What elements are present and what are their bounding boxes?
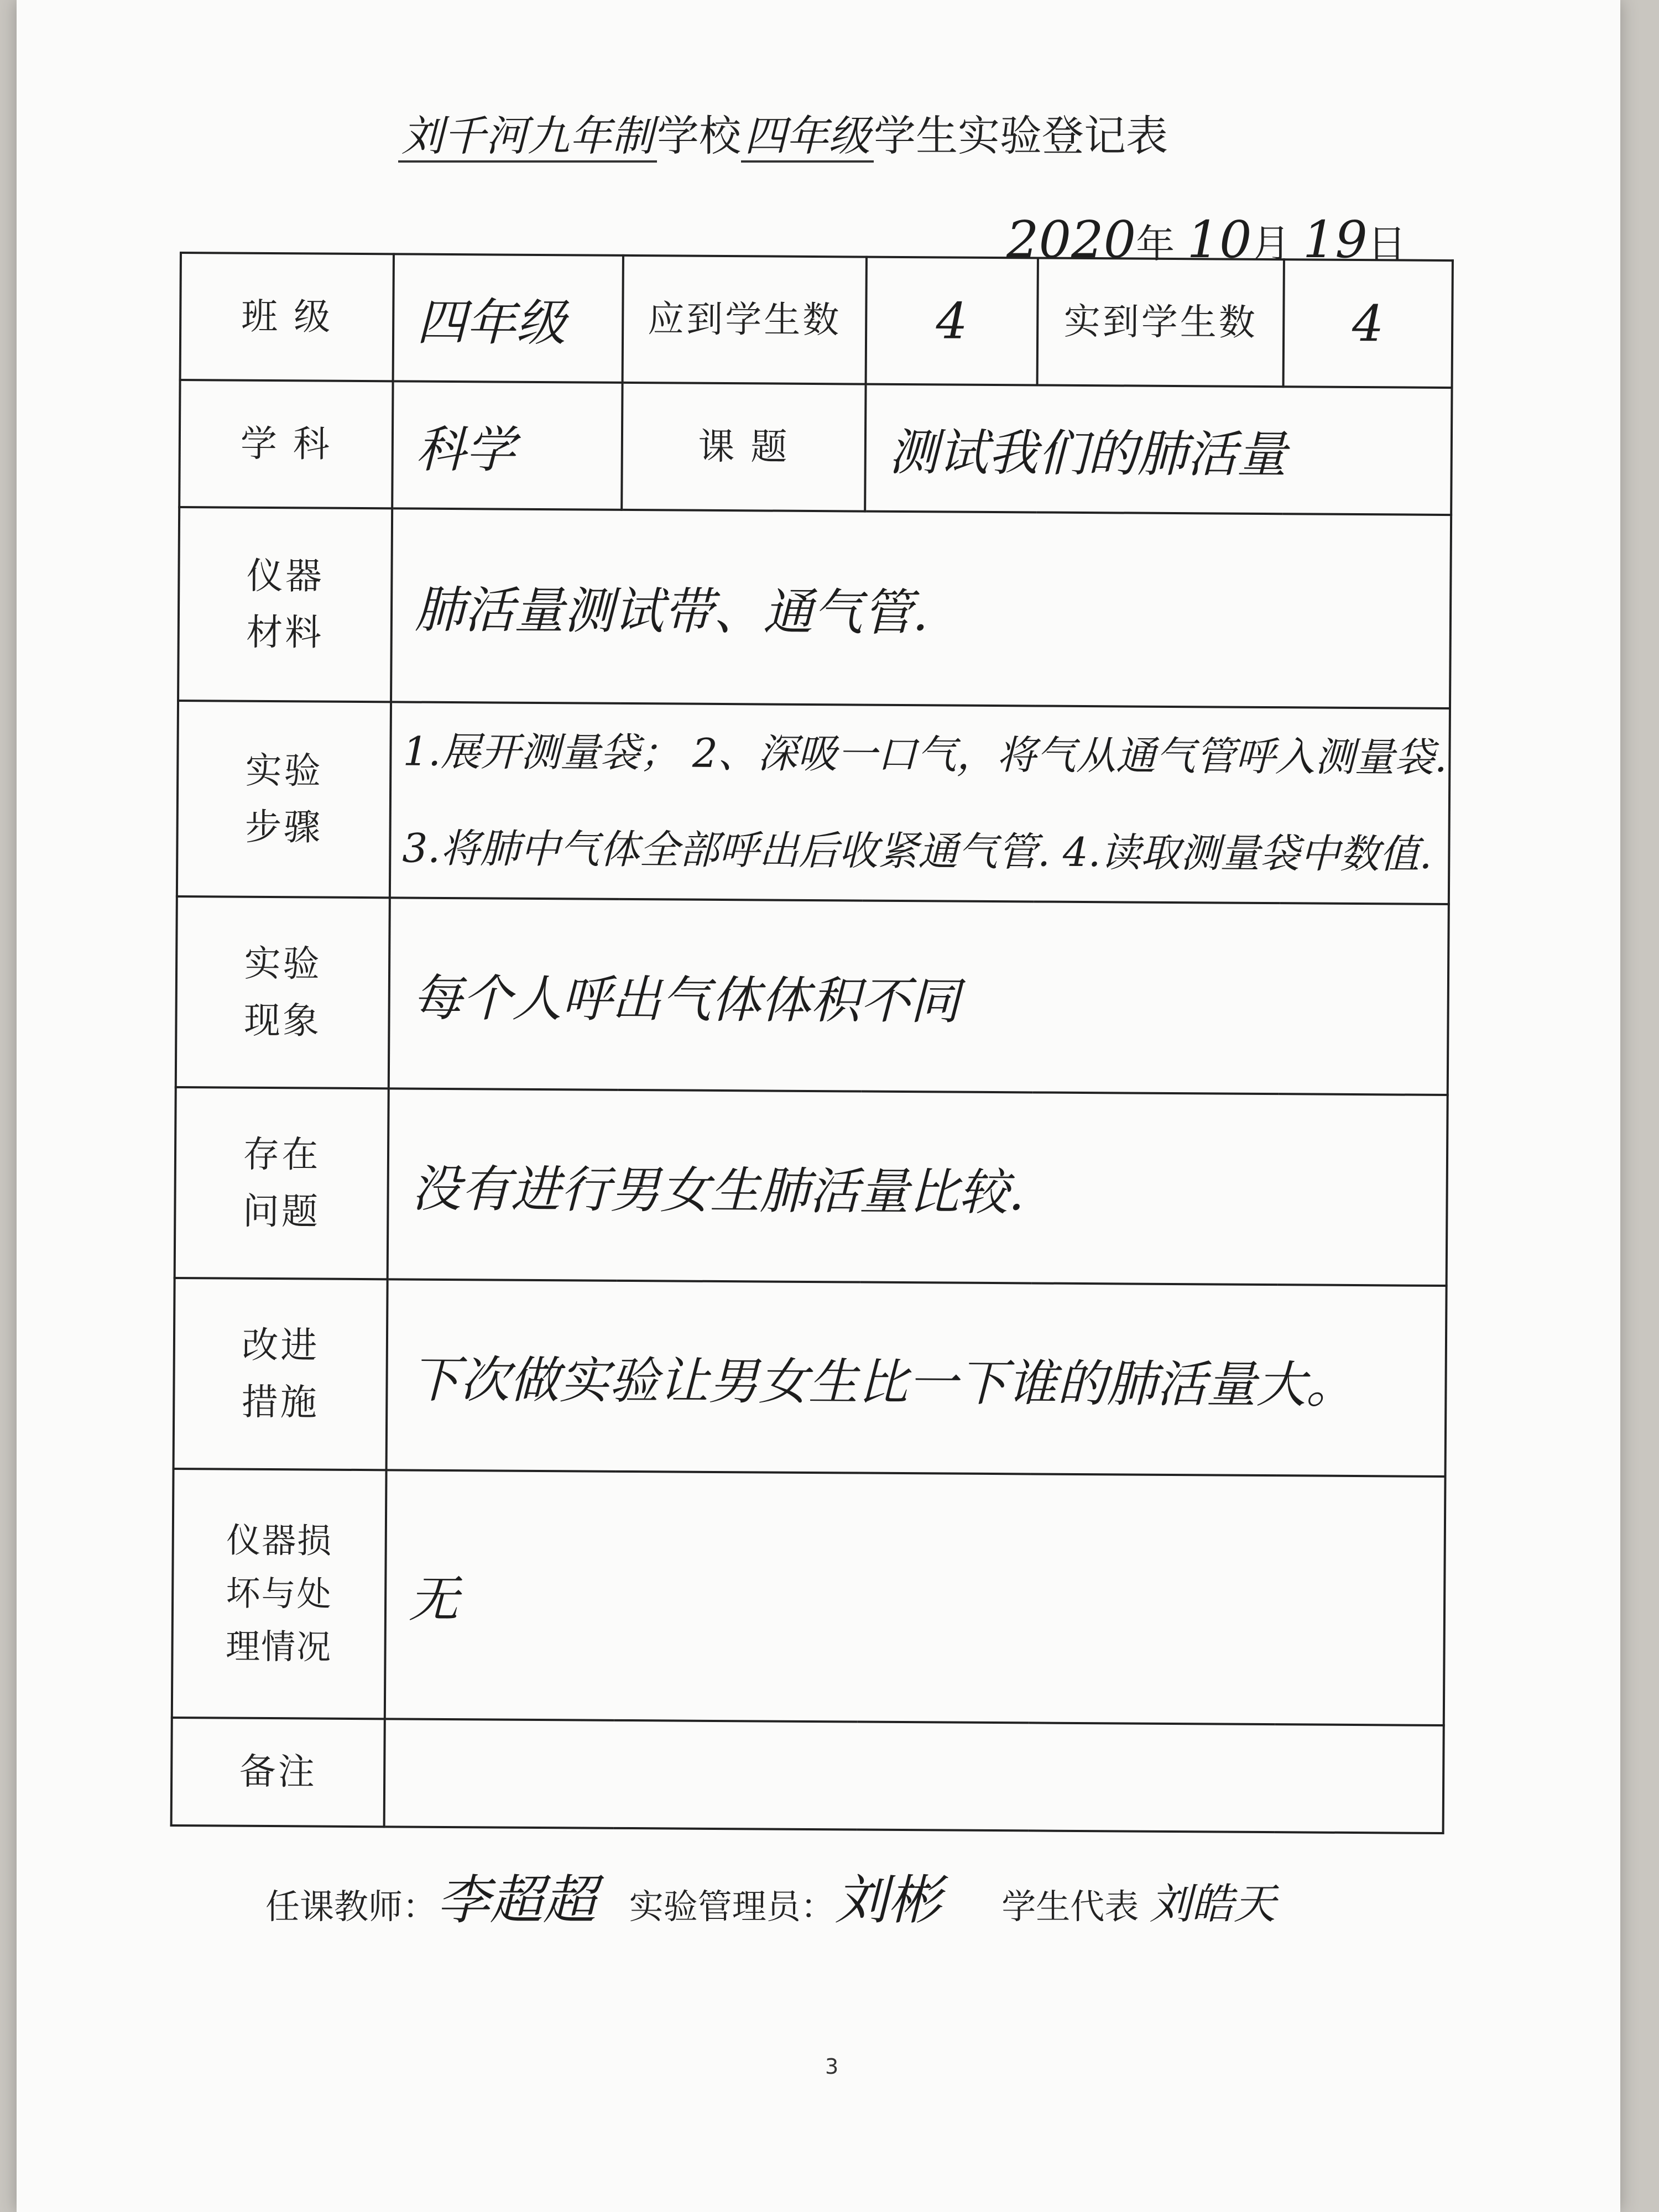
month-label: 月 [1251,221,1291,267]
row-remarks [171,1718,1444,1833]
paper-sheet [17,0,1620,2212]
expected-students-label: 应到学生数 [623,255,867,384]
date-month: 10 [1187,210,1252,269]
row-equipment [178,507,1451,708]
actual-students-value: 4 [1284,259,1453,388]
topic-value: 测试我们的肺活量 [865,384,1452,515]
improvement-value: 下次做实验让男女生比一下谁的肺活量大。 [387,1279,1447,1477]
steps-line-2: 3.将肺中气体全部呼出后收紧通气管. 4.读取测量袋中数值. [402,825,1432,878]
student-rep-label: 学生代表 [1001,1886,1139,1927]
date-year: 2020 [1006,210,1136,269]
signature-line [265,1858,1298,1934]
school-name-handwritten: 刘千河九年制 [398,111,657,163]
remarks-value [384,1719,1444,1833]
school-suffix: 学校 [657,111,741,160]
damage-value: 无 [385,1470,1446,1725]
row-damage [172,1469,1446,1725]
row-class [180,253,1453,388]
steps-label: 实验步骤 [177,701,391,898]
damage-label: 仪器损坏与处理情况 [172,1469,387,1719]
remarks-label: 备注 [171,1718,385,1827]
steps-value [390,702,1450,904]
row-improvement [174,1278,1447,1477]
class-value: 四年级 [393,254,623,383]
row-phenomenon [176,896,1449,1095]
phenomenon-value: 每个人呼出气体体积不同 [389,898,1449,1095]
problem-value: 没有进行男女生肺活量比较. [388,1088,1448,1286]
equipment-value: 肺活量测试带、通气管. [391,508,1451,708]
title-suffix: 学生实验登记表 [874,111,1168,160]
teacher-label: 任课教师： [265,1886,437,1927]
teacher-signature: 李超超 [437,1869,597,1931]
steps-line-1: 1.展开测量袋； 2、深吸一口气，将气从通气管呼入测量袋. [403,728,1447,781]
day-label: 日 [1367,221,1406,267]
row-subject [179,380,1452,515]
experiment-record-table [170,252,1454,1834]
grade-handwritten: 四年级 [741,111,874,163]
row-problem [175,1087,1448,1286]
equipment-label: 仪器材料 [178,507,392,702]
date-day: 19 [1302,210,1368,269]
phenomenon-label: 实验现象 [176,896,390,1088]
improvement-label: 改进措施 [174,1278,388,1470]
page-title [398,102,1168,163]
student-rep-signature: 刘皓天 [1149,1879,1276,1928]
manager-signature: 刘彬 [834,1869,941,1931]
expected-students-value: 4 [866,257,1038,385]
subject-label: 学 科 [179,380,393,508]
subject-value: 科学 [392,381,622,510]
manager-label: 实验管理员： [629,1886,835,1927]
problem-label: 存在问题 [175,1087,389,1279]
class-label: 班 级 [180,253,394,381]
actual-students-label: 实到学生数 [1037,258,1284,387]
topic-label: 课 题 [622,383,865,512]
year-label: 年 [1136,221,1175,267]
row-steps [177,701,1450,904]
page-number: 3 [825,2054,839,2079]
